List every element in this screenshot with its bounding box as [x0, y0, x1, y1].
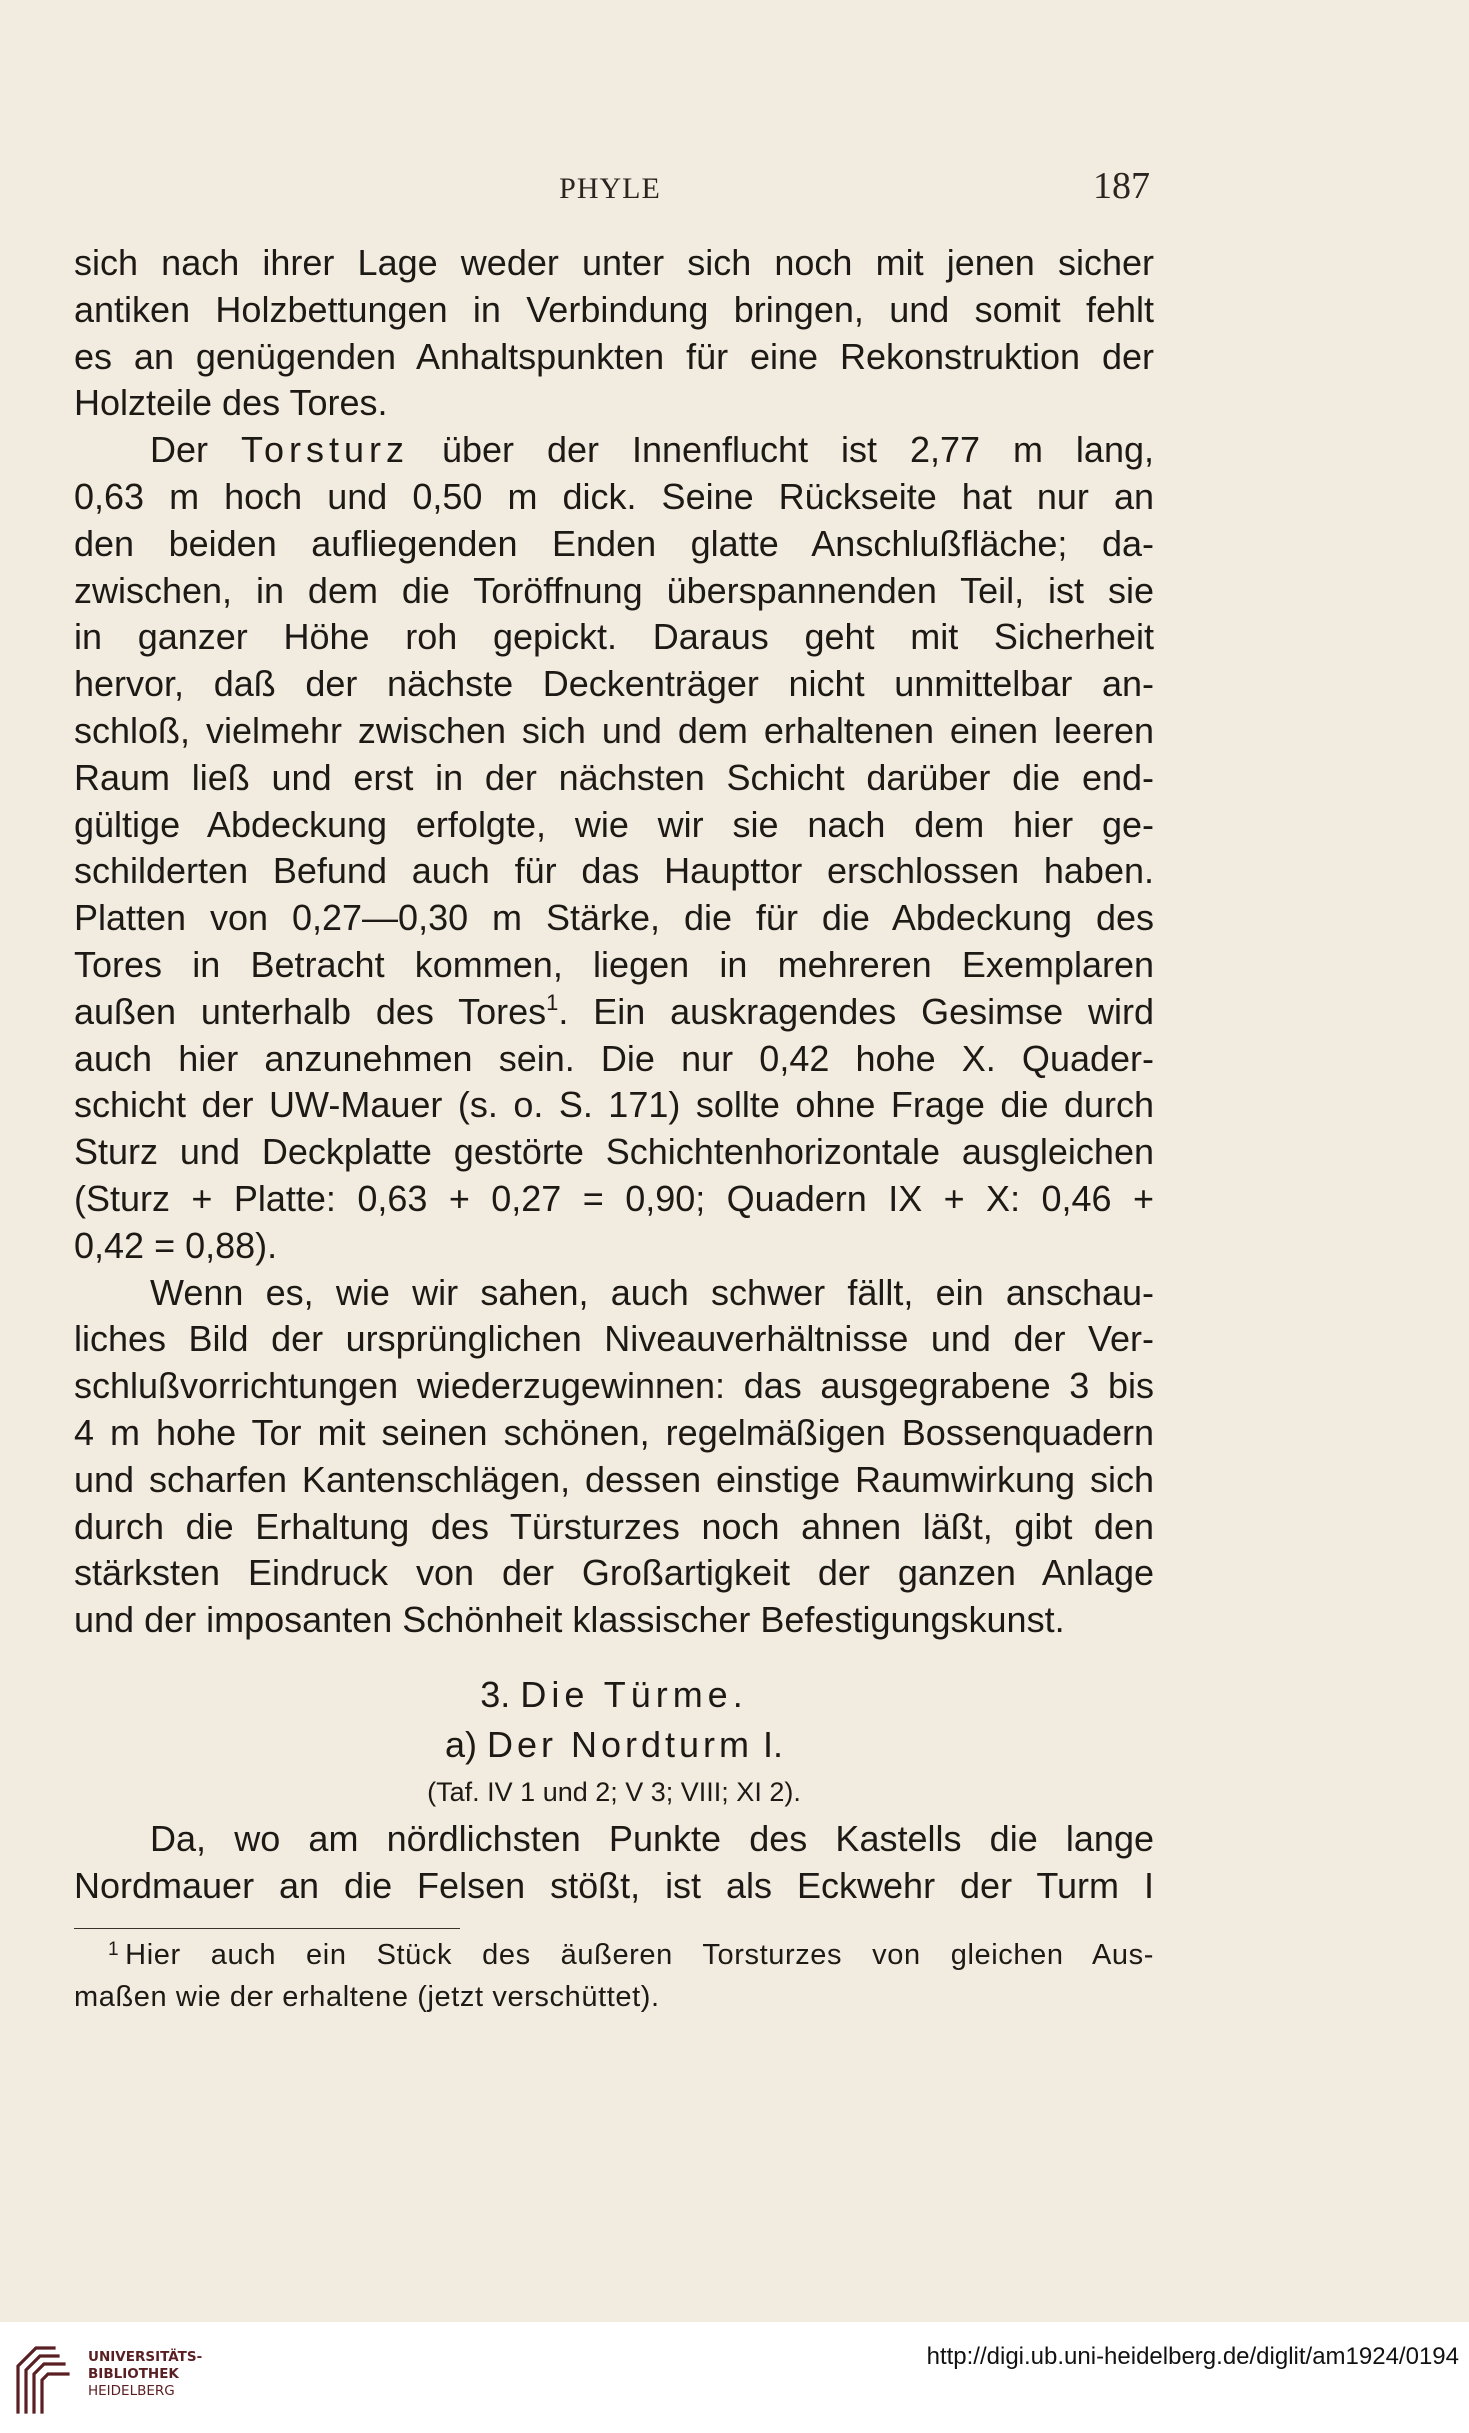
text-line: Tores in Betracht kommen, liegen in mehreren Exemplaren: [74, 943, 1154, 985]
text-line: liches Bild der ursprünglichen Niveauverhältnisse und der Ver-: [74, 1318, 1154, 1360]
running-header-title: PHYLE: [559, 172, 661, 205]
page-number: 187: [1093, 165, 1150, 207]
text-line: und scharfen Kantenschlägen, dessen einstige Raumwirkung sich: [74, 1458, 1154, 1500]
text-line: Wenn es, wie wir sahen, auch schwer fällt, ein anschau-: [150, 1271, 1154, 1313]
text-line: stärksten Eindruck von der Großartigkeit der ganzen Anlage: [74, 1552, 1154, 1594]
text-line: Sturz und Deckplatte gestörte Schichtenhorizontale ausgleichen: [74, 1131, 1154, 1173]
footer-bar: [0, 2322, 1469, 2433]
text-line: Da, wo am nördlichsten Punkte des Kastells die lange: [150, 1817, 1154, 1859]
text-line: 0,63 m hoch und 0,50 m dick. Seine Rückseite hat nur an: [74, 475, 1154, 517]
text-line: 0,42 = 0,88).: [74, 1224, 278, 1266]
footnote-marker: 1: [108, 1939, 120, 1960]
text-span: . Ein auskragendes Gesimse wird: [558, 990, 1155, 1032]
section-number: 3.: [480, 1673, 511, 1715]
text-line: den beiden aufliegenden Enden glatte Anschlußfläche; da-: [74, 522, 1154, 564]
text-line: sich nach ihrer Lage weder unter sich noch mit jenen sicher: [74, 242, 1154, 283]
text-line: durch die Erhaltung des Türsturzes noch ahnen läßt, gibt den: [74, 1505, 1154, 1547]
emphasis-torsturz: Torsturz: [240, 429, 409, 471]
text-line: schloß, vielmehr zwischen sich und dem erhaltenen einen leeren: [74, 709, 1154, 751]
footnote-divider: [74, 1928, 460, 1929]
ub-heidelberg-logo-icon[interactable]: [14, 2342, 72, 2414]
footnote: [74, 1934, 1154, 2018]
text-line: und der imposanten Schönheit klassischer Befestigungskunst.: [74, 1599, 1065, 1641]
text-line: in ganzer Höhe roh gepickt. Daraus geht mit Sicherheit: [74, 616, 1154, 658]
text-line: schicht der UW-Mauer (s. o. S. 171) sollte ohne Frage die durch: [74, 1084, 1154, 1126]
text-line: gültige Abdeckung erfolgte, wie wir sie nach dem hier ge-: [74, 803, 1154, 845]
text-span: über der Innenflucht ist 2,77 m lang,: [409, 429, 1154, 471]
text-line: hervor, daß der nächste Deckenträger nicht unmittelbar an-: [74, 663, 1154, 705]
body-text: [74, 240, 1154, 1910]
library-name-line-1: UNIVERSITÄTS-: [88, 2349, 203, 2365]
library-name-line-2: BIBLIOTHEK: [88, 2366, 179, 2382]
text-span: I.: [753, 1723, 784, 1765]
text-line: Raum ließ und erst in der nächsten Schicht darüber die end-: [74, 756, 1154, 798]
text-line: 4 m hohe Tor mit seinen schönen, regelmäßigen Bossenquadern: [74, 1411, 1154, 1453]
text-line: [74, 989, 1154, 1036]
text-span: außen unterhalb des Tores: [74, 990, 547, 1032]
footnote-ref: 1: [546, 989, 559, 1015]
text-line: antiken Holzbettungen in Verbindung bringen, und somit fehlt: [74, 288, 1154, 330]
library-logo-text: [88, 2349, 202, 2400]
text-line: auch hier anzunehmen sein. Die nur 0,42 hohe X. Quader-: [74, 1037, 1154, 1079]
plate-reference: (Taf. IV 1 und 2; V 3; VIII; XI 2).: [427, 1776, 801, 1807]
section-title: Die Türme.: [520, 1673, 748, 1715]
text-span: Der: [150, 429, 241, 471]
subsection-heading: [74, 1720, 1154, 1770]
library-name-line-3: HEIDELBERG: [88, 2383, 175, 2399]
text-line: (Sturz + Platte: 0,63 + 0,27 = 0,90; Quadern IX + X: 0,46 +: [74, 1177, 1154, 1219]
text-line: Holzteile des Tores.: [74, 382, 388, 424]
footnote-line: maßen wie der erhaltene (jetzt verschüttet).: [74, 1981, 660, 2013]
paragraph-4: [74, 1816, 1154, 1910]
paragraph-1: [74, 240, 1154, 427]
text-span: a): [444, 1723, 487, 1765]
text-line: schilderten Befund auch für das Haupttor erschlossen haben.: [74, 850, 1154, 892]
text-line: es an genügenden Anhaltspunkten für eine Rekonstruktion der: [74, 335, 1154, 377]
paragraph-3: [74, 1270, 1154, 1644]
text-line: Nordmauer an die Felsen stößt, ist als Eckwehr der Turm I: [74, 1864, 1154, 1906]
text-span: Hier auch ein Stück des äußeren Torsturzes von gleichen Aus-: [125, 1939, 1154, 1971]
text-line: Platten von 0,27—0,30 m Stärke, die für die Abdeckung des: [74, 897, 1154, 939]
paragraph-2: [74, 427, 1154, 1269]
source-url-link[interactable]: http://digi.ub.uni-heidelberg.de/diglit/am1924/0194: [926, 2343, 1459, 2370]
footnote-line: [74, 1934, 1154, 1976]
subsection-title: Der Nordturm: [486, 1723, 754, 1765]
text-line: schlußvorrichtungen wiederzugewinnen: das ausgegrabene 3 bis: [74, 1365, 1154, 1407]
text-line: zwischen, in dem die Toröffnung überspannenden Teil, ist sie: [74, 569, 1154, 611]
section-heading: [74, 1670, 1154, 1720]
text-line: [74, 427, 1154, 474]
